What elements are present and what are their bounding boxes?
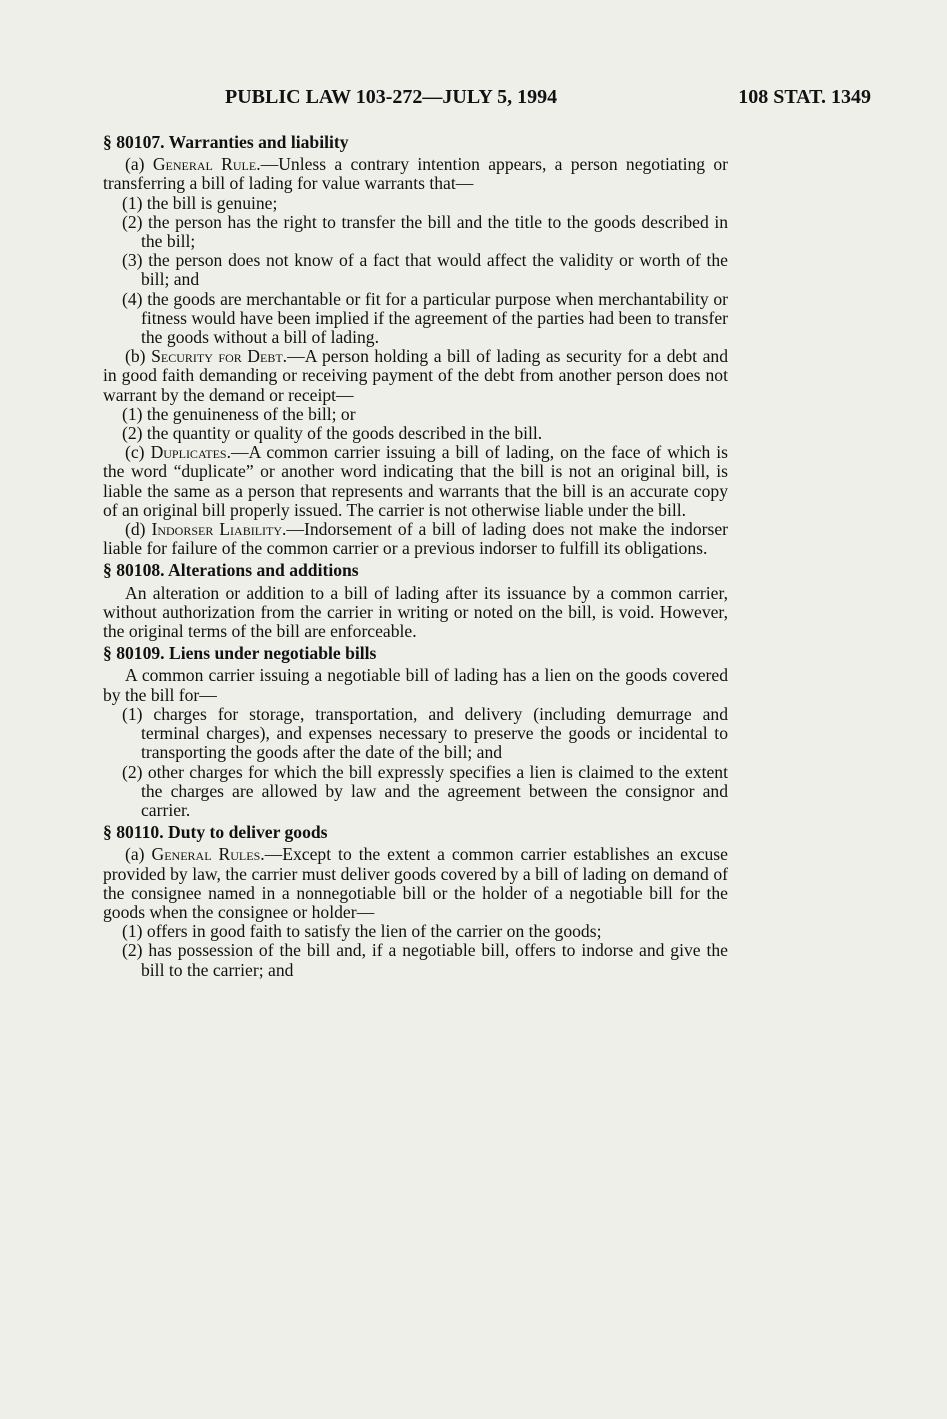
item-80109-1: (1) charges for storage, transportation, and delivery (including demurrage and terminal charges), and expenses necessary to preserve the goods or incidental to transporting the goods after the date of the bill; and bbox=[122, 703, 728, 763]
item-80107-b1: (1) the genuineness of the bill; or bbox=[122, 403, 356, 424]
paragraph-80107-c: (c) Duplicates.—A common carrier issuing a bill of lading, on the face of which is the word “duplicate” or another word indicating that the bill is not an original bill, is liable the same as a person that represents and warrants that the bill is an accurate copy of an original bill properly issued. The carrier is not otherwise liable under the bill. bbox=[103, 442, 729, 520]
section-heading-80109: § 80109. Liens under negotiable bills bbox=[103, 643, 377, 664]
paragraph-80108: An alteration or addition to a bill of lading after its issuance by a common carrier, without authorization from the carrier in writing or noted on the bill, is void. However, the original terms of the bill are enforceable. bbox=[103, 582, 728, 642]
paragraph-80110-a: (a) General Rules.—Except to the extent a common carrier establishes an excuse provided by law, the carrier must deliver goods covered by a bill of lading on demand of the consignee named in a nonnegotiable bill or the holder of a negotiable bill for the goods when the consignee or holder— bbox=[103, 844, 728, 922]
caption: General Rules. bbox=[151, 844, 265, 865]
section-heading-80110: § 80110. Duty to deliver goods bbox=[103, 822, 328, 843]
item-80107-a4: (4) the goods are merchantable or fit for a particular purpose when merchantability or fitness would have been implied if the agreement of the parties had been to transfer the goods without a bill of lading. bbox=[122, 288, 728, 348]
caption: Indorser Liability. bbox=[151, 519, 287, 540]
item-80107-b2: (2) the quantity or quality of the goods described in the bill. bbox=[122, 423, 543, 444]
item-80107-a2: (2) the person has the right to transfer the bill and the title to the goods described in the bill; bbox=[122, 211, 728, 252]
item-80110-a2: (2) has possession of the bill and, if a negotiable bill, offers to indorse and give the bill to the carrier; and bbox=[122, 940, 728, 980]
item-80110-a1: (1) offers in good faith to satisfy the lien of the carrier on the goods; bbox=[122, 921, 602, 942]
caption: Duplicates. bbox=[150, 442, 232, 463]
paragraph-80109: A common carrier issuing a negotiable bill of lading has a lien on the goods covered by the bill for— bbox=[103, 665, 728, 705]
page-reference: 108 STAT. 1349 bbox=[738, 86, 871, 108]
paragraph-80107-a: (a) General Rule.—Unless a contrary intention appears, a person negotiating or transferring a bill of lading for value warrants that— bbox=[103, 154, 729, 194]
item-80107-a1: (1) the bill is genuine; bbox=[122, 192, 278, 213]
paragraph-80107-b: (b) Security for Debt.—A person holding a bill of lading as security for a debt and in good faith demanding or receiving payment of the debt from another person does not warrant by the demand or receipt— bbox=[103, 346, 728, 405]
item-80107-a3: (3) the person does not know of a fact that would affect the validity or worth of the bill; and bbox=[122, 250, 728, 290]
section-heading-80107: § 80107. Warranties and liability bbox=[103, 132, 349, 152]
running-title: PUBLIC LAW 103-272—JULY 5, 1994 bbox=[225, 86, 558, 108]
section-heading-80108: § 80108. Alterations and additions bbox=[103, 560, 359, 581]
caption: General Rule. bbox=[152, 154, 261, 175]
caption: Security for Debt. bbox=[151, 346, 288, 367]
item-80109-2: (2) other charges for which the bill expressly specifies a lien is claimed to the extent the charges are allowed by law and the agreement between the consignor and carrier. bbox=[122, 761, 728, 820]
paragraph-80107-d: (d) Indorser Liability.—Indorsement of a bill of lading does not make the indorser liable for failure of the common carrier or a previous indorser to fulfill its obligations. bbox=[103, 519, 728, 559]
document-body bbox=[103, 130, 728, 980]
